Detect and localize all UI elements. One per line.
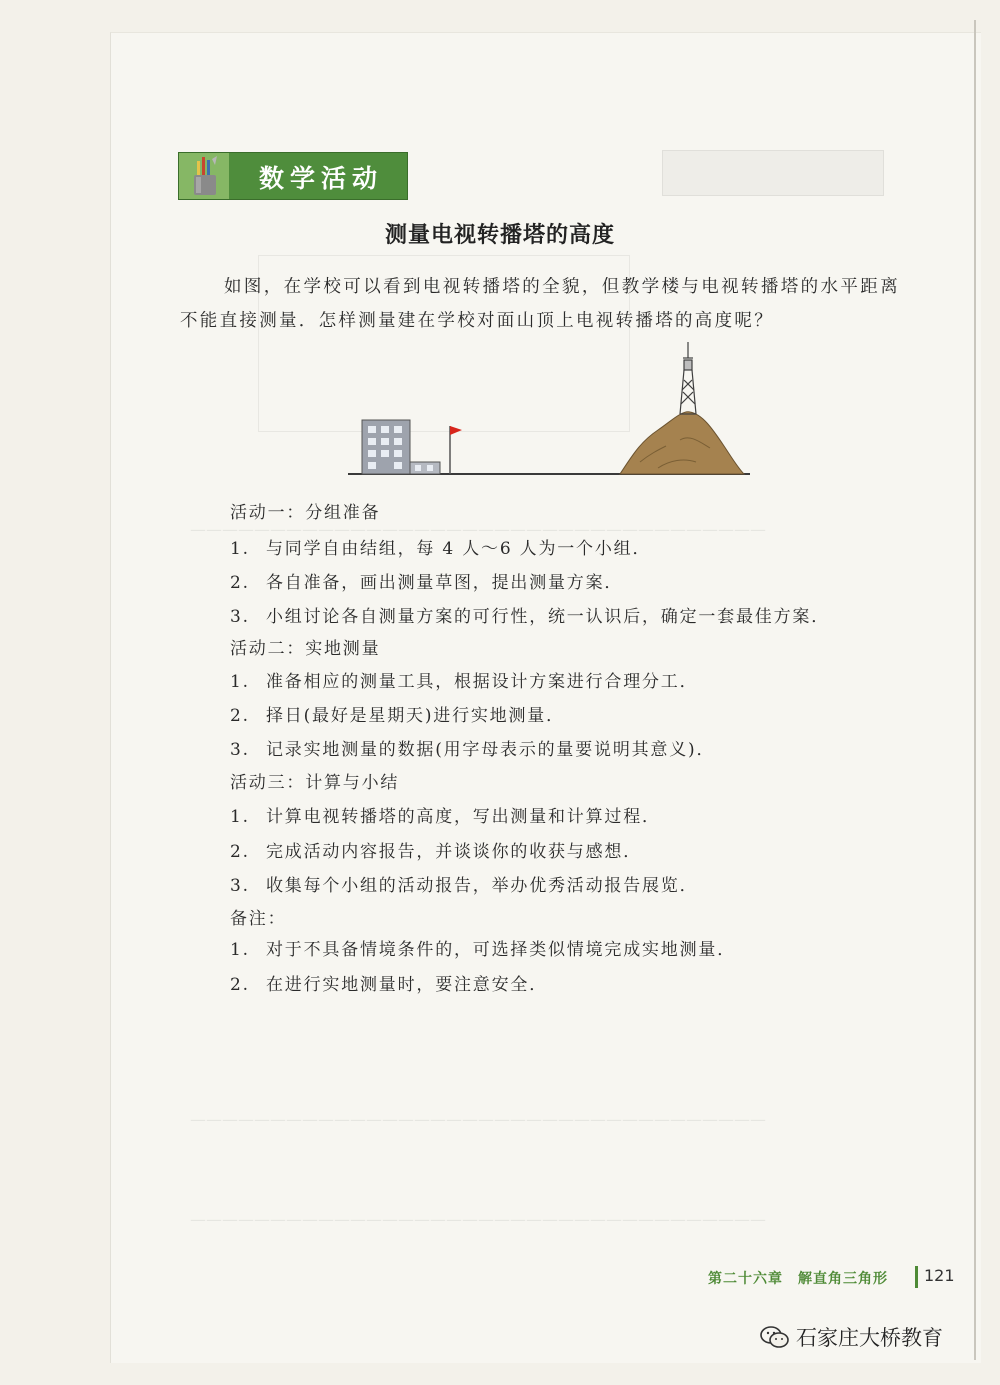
show-through-line: ———————————————————————————————————— <box>190 1110 766 1129</box>
item-text: 记录实地测量的数据(用字母表示的量要说明其意义)． <box>266 740 716 760</box>
list-item <box>230 667 698 692</box>
list-item <box>230 970 548 995</box>
item-number: 1. <box>230 539 250 559</box>
flag-icon <box>450 426 462 474</box>
item-number: 2. <box>230 706 250 726</box>
item-number: 1. <box>230 940 250 960</box>
list-item <box>230 534 651 559</box>
list-item <box>230 701 565 726</box>
list-item <box>230 802 661 827</box>
show-through-line: ———————————————————————————————————— <box>190 1210 766 1229</box>
tv-tower-icon <box>680 342 696 414</box>
item-text: 收集每个小组的活动报告，举办优秀活动报告展览． <box>266 876 699 896</box>
list-item <box>230 871 698 896</box>
list-item <box>230 568 623 593</box>
section-banner <box>178 152 408 200</box>
item-text: 各自准备，画出测量草图，提出测量方案． <box>266 573 624 593</box>
page-title: 测量电视转播塔的高度 <box>384 223 615 248</box>
notes-heading: 备注： <box>230 909 287 929</box>
item-number: 1. <box>230 672 250 692</box>
show-through-line: ———————————————————————————————————— <box>190 520 766 539</box>
item-text: 完成活动内容报告，并谈谈你的收获与感想． <box>266 842 642 862</box>
mountain-icon <box>620 412 744 474</box>
item-number: 1. <box>230 807 250 827</box>
list-item <box>230 837 642 862</box>
item-text: 与同学自由结组，每 4 人～6 人为一个小组． <box>266 539 652 559</box>
item-number: 2. <box>230 842 250 862</box>
list-item <box>230 935 736 960</box>
item-text: 择日(最好是星期天)进行实地测量． <box>266 706 565 726</box>
tower-illustration <box>340 330 760 480</box>
activity-heading: 活动二：实地测量 <box>230 639 381 659</box>
section-badge-label: 数学活动 <box>259 164 384 193</box>
activity-heading: 活动一：分组准备 <box>230 503 381 523</box>
item-number: 3. <box>230 607 250 627</box>
item-text: 准备相应的测量工具，根据设计方案进行合理分工． <box>266 672 699 692</box>
item-number: 2. <box>230 573 250 593</box>
list-item <box>230 602 830 627</box>
list-item <box>230 735 715 760</box>
item-number: 3. <box>230 740 250 760</box>
watermark-text: 石家庄大桥教育 <box>796 1326 943 1350</box>
item-text: 在进行实地测量时，要注意安全． <box>266 975 548 995</box>
school-building-icon <box>362 420 440 474</box>
activity-heading: 活动三：计算与小结 <box>230 773 400 793</box>
pencil-cup-icon <box>179 153 229 199</box>
chapter-label: 第二十六章 解直角三角形 <box>708 1271 888 1287</box>
item-text: 小组讨论各自测量方案的可行性，统一认识后，确定一套最佳方案． <box>266 607 830 627</box>
item-number: 2. <box>230 975 250 995</box>
item-text: 计算电视转播塔的高度，写出测量和计算过程． <box>266 807 661 827</box>
show-through-box <box>662 150 884 196</box>
footer-divider <box>915 1266 918 1288</box>
intro-paragraph: 如图，在学校可以看到电视转播塔的全貌，但教学楼与电视转播塔的水平距离不能直接测量．怎样测量建在学校对面山顶上电视转播塔的高度呢？ <box>180 277 900 331</box>
item-number: 3. <box>230 876 250 896</box>
wechat-icon <box>760 1325 790 1349</box>
item-text: 对于不具备情境条件的，可选择类似情境完成实地测量． <box>266 940 736 960</box>
page-number: 121 <box>924 1266 955 1285</box>
